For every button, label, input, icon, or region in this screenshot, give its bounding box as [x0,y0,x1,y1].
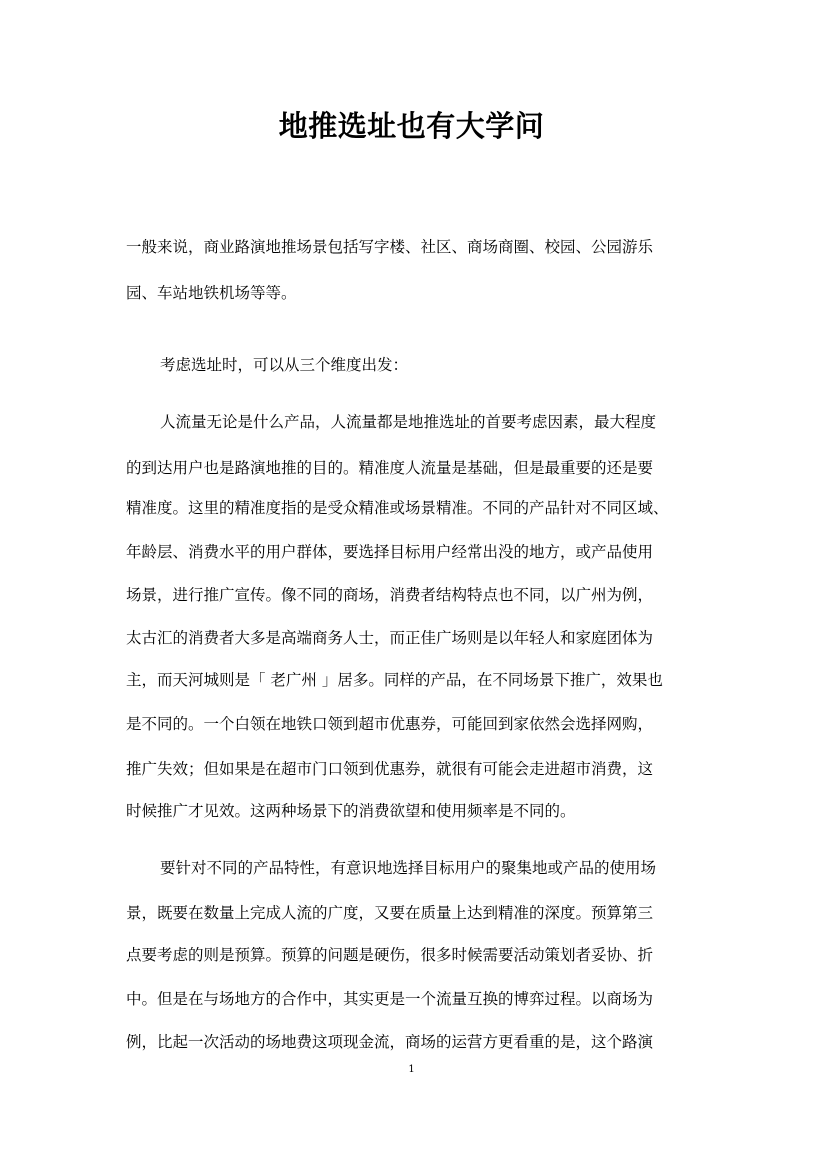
paragraph-3-line-6: 太古汇的消费者大多是高端商务人士，而正佳广场则是以年轻人和家庭团体为 [126,629,654,647]
paragraph-3-line-8: 是不同的。一个白领在地铁口领到超市优惠券，可能回到家依然会选择网购， [126,715,654,733]
paragraph-4-line-5: 例，比起一次活动的场地费这项现金流，商场的运营方更看重的是，这个路演 [126,1033,654,1051]
paragraph-1-line-2: 园、车站地铁机场等等。 [126,284,297,302]
paragraph-2-line-1: 考虑选址时，可以从三个维度出发： [160,356,409,374]
page-number: 1 [408,1064,415,1075]
paragraph-3-line-2: 的到达用户也是路演地推的目的。精准度人流量是基础，但是最重要的还是要 [126,459,654,477]
paragraph-4-line-3: 点要考虑的则是预算。预算的问题是硬伤，很多时候需要活动策划者妥协、折 [126,946,654,964]
paragraph-3-line-3: 精准度。这里的精准度指的是受众精准或场景精准。不同的产品针对不同区域、 [126,499,669,517]
paragraph-3-line-10: 时候推广才见效。这两种场景下的消费欲望和使用频率是不同的。 [126,802,576,820]
paragraph-3-line-7: 主，而天河城则是「 老广州 」居多。同样的产品，在不同场景下推广，效果也 [126,671,663,689]
paragraph-4-line-4: 中。但是在与场地方的合作中，其实更是一个流量互换的博弈过程。以商场为 [126,990,654,1008]
paragraph-3-line-4: 年龄层、消费水平的用户群体，要选择目标用户经常出没的地方，或产品使用 [126,543,654,561]
paragraph-4-line-1: 要针对不同的产品特性，有意识地选择目标用户的聚集地或产品的使用场 [160,859,657,877]
paragraph-3-line-5: 场景，进行推广宣传。像不同的商场，消费者结构特点也不同，以广州为例， [126,586,654,604]
paragraph-4-line-2: 景，既要在数量上完成人流的广度，又要在质量上达到精准的深度。预算第三 [126,904,654,922]
document-title: 地推选址也有大学问 [278,109,545,143]
paragraph-1-line-1: 一般来说，商业路演地推场景包括写字楼、社区、商场商圈、校园、公园游乐 [126,238,654,256]
paragraph-3-line-1: 人流量无论是什么产品，人流量都是地推选址的首要考虑因素，最大程度 [160,413,657,431]
paragraph-3-line-9: 推广失效；但如果是在超市门口领到优惠券，就很有可能会走进超市消费，这 [126,760,654,778]
